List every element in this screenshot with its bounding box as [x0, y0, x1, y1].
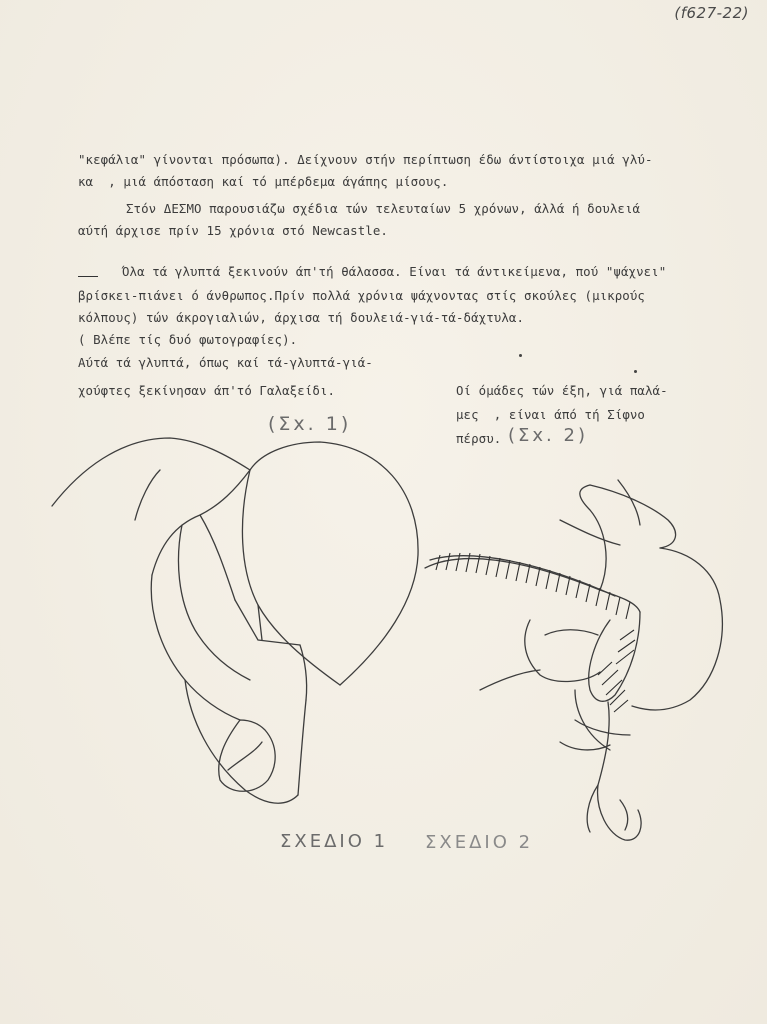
paragraph2-line-2: αύτή άρχισε πρίν 15 χρόνια στό Newcastle.: [78, 223, 388, 238]
paragraph3-line-6: χούφτες ξεκίνησαν άπ'τό Γαλαξείδι.: [78, 383, 336, 398]
figure2-reference: (Σx. 2): [508, 425, 588, 446]
reference-number: (f627-22): [674, 4, 749, 22]
paragraph3-line-3: κόλπους) τών άκρογιαλιών, άρχισα τή δουλειά-γιά-τά-δάχτυλα.: [78, 310, 525, 325]
paragraph3-line-5: Αύτά τά γλυπτά, όπως καί τά-γλυπτά-γιά-: [78, 355, 373, 370]
figure1-reference: (Σx. 1): [268, 413, 352, 435]
paragraph3-line-4: ( Βλέπε τίς δυό φωτογραφίες).: [78, 332, 298, 347]
paragraph2-line-1: Στόν ΔΕΣΜΟ παρουσιάζω σχέδια τών τελευταίων 5 χρόνων, άλλά ή δουλειά: [126, 201, 641, 216]
sketch-2-drawing: [425, 480, 722, 840]
sketch-2-hatching: [436, 553, 635, 712]
right-note-line-1: Οί όμάδες τών έξη, γιά παλά-: [456, 383, 668, 398]
right-note-line-3: πέρσυ.: [456, 431, 502, 446]
caption-sketch-2: ΣΧΕΔΙΟ 2: [425, 832, 534, 853]
paragraph1-line-1: "κεφάλια" γίνονται πρόσωπα). Δείχνουν στήν περίπτωση έδω άντίστοιχα μιά γλύ-: [78, 152, 653, 167]
paragraph3-line-2: βρίσκει-πιάνει ό άνθρωπος.Πρίν πολλά χρόνια ψάχνοντας στίς σκούλες (μικρούς: [78, 288, 645, 303]
paragraph3-line-1: Όλα τά γλυπτά ξεκινούν άπ'τή θάλασσα. Είναι τά άντικείμενα, πού "ψάχνει": [122, 264, 667, 279]
sketch-1-drawing: [52, 438, 418, 803]
paragraph1-line-2: κα , μιά άπόσταση καί τό μπέρδεμα άγάπης μίσους.: [78, 174, 449, 189]
right-note-line-2: μες , είναι άπό τή Σίφνο: [456, 407, 645, 422]
caption-sketch-1: ΣΧΕΔΙΟ 1: [280, 831, 389, 852]
